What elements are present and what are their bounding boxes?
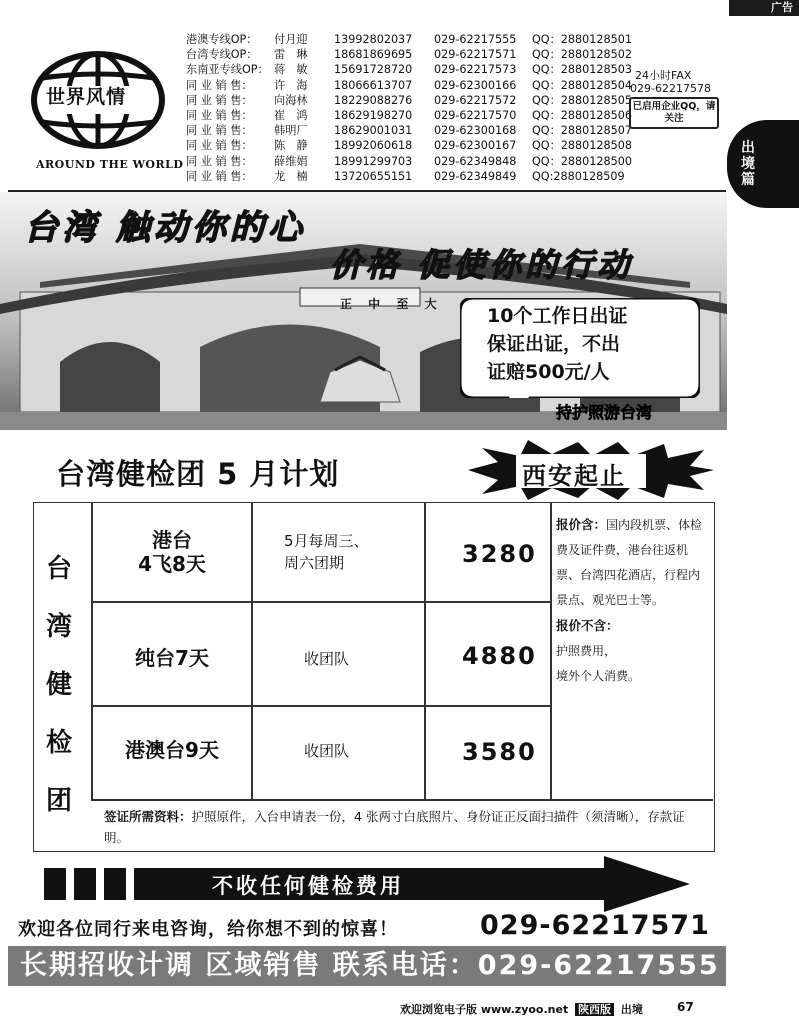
contact-row: [186, 78, 632, 93]
contact-list: [186, 32, 632, 184]
contact-tel: 029-62300167: [434, 139, 517, 153]
contact-qq: QQ:2880128509: [532, 169, 625, 183]
recruit-bar: 长期招收计调 区域销售 联系电话：029-62217555: [8, 946, 726, 986]
contact-name: 付月迎: [274, 33, 308, 46]
headline-primary: 台湾 触动你的心: [24, 208, 306, 248]
contact-mobile: 18629001031: [334, 124, 413, 138]
contact-role: 同 业 销 售：: [186, 154, 253, 168]
tour-price: 4880: [462, 642, 537, 670]
contact-role: 同 业 销 售：: [186, 78, 253, 92]
excludes-label: 报价不含：: [556, 618, 619, 633]
contact-tel: 029-62349848: [434, 154, 517, 168]
tour-schedule: 收团队: [304, 742, 350, 760]
agency-header: [8, 20, 726, 192]
contact-name: 龙 楠: [274, 169, 308, 183]
contact-tel: 029-62217572: [434, 93, 517, 107]
contact-qq: QQ：2880128502: [532, 48, 632, 62]
departure-city: 西安起止: [522, 462, 626, 490]
contact-role: 港澳专线OP：: [186, 33, 258, 46]
contact-row: [186, 93, 632, 108]
contact-name: 薛维娟: [274, 154, 308, 168]
tour-schedule: 5月每周三、 周六团期: [284, 532, 369, 572]
contact-tel: 029-62217555: [434, 33, 517, 46]
contact-role: 同 业 销 售：: [186, 124, 253, 138]
includes-label: 报价含：: [556, 517, 607, 532]
includes-text: 国内段机票、体检费及证件费，港台往返机票、台湾四花酒店，行程内景点、观光巴士等。: [556, 518, 703, 607]
logo-english: AROUND THE WORLD: [36, 158, 184, 171]
logo-name: 世界风情: [46, 86, 127, 108]
contact-name: 陈 静: [274, 139, 308, 153]
contact-tel: 029-62300166: [434, 78, 517, 92]
contact-role: 同 业 销 售：: [186, 109, 253, 123]
contact-name: 蒋 敏: [274, 63, 308, 77]
contact-mobile: 18629198270: [334, 109, 413, 123]
consult-phone: 029-62217571: [480, 910, 710, 941]
contact-row: [186, 62, 632, 77]
tour-route: 纯台7天: [135, 646, 209, 670]
tour-schedule: 收团队: [304, 650, 350, 668]
contact-row: [186, 169, 632, 184]
visa-text: 护照原件，入台申请表一份，4 张两寸白底照片、身份证正反面扫描件（须清晰），存款证明。: [104, 809, 685, 845]
contact-role: 台湾专线OP：: [186, 48, 258, 62]
tour-price: 3280: [462, 540, 537, 568]
section-tab: 出境篇: [727, 120, 799, 208]
plan-title: 台湾健检团 5 月计划: [56, 457, 340, 491]
contact-tel: 029-62217573: [434, 63, 517, 77]
contact-name: 崔 鸿: [274, 109, 308, 123]
contact-qq: QQ：2880128504: [532, 78, 632, 92]
gate-plaque: 正 中 至 大: [340, 297, 443, 311]
passport-tagline: 持护照游台湾: [556, 403, 653, 422]
footer-section: 出境: [620, 1003, 643, 1016]
contact-row: [186, 138, 632, 153]
price-includes: [556, 512, 708, 689]
headline-secondary: 价格 促使你的行动: [330, 246, 634, 284]
contact-qq: QQ：2880128507: [532, 124, 632, 138]
contact-row: [186, 108, 632, 123]
contact-qq: QQ：2880128503: [532, 63, 632, 77]
tour-price: 3580: [462, 738, 537, 766]
visa-requirements: [104, 806, 704, 848]
no-fee-note: 不收任何健检费用: [212, 874, 404, 898]
category-label: 台湾健检团: [45, 554, 72, 816]
contact-row: [186, 154, 632, 169]
qq-note: 已启用企业QQ，请关注: [629, 97, 719, 129]
contact-tel: 029-62300168: [434, 124, 517, 138]
contact-mobile: 15691728720: [334, 63, 413, 77]
contact-tel: 029-62217570: [434, 109, 517, 123]
contact-mobile: 13992802037: [334, 33, 413, 46]
contact-row: [186, 32, 632, 47]
contact-role: 东南亚专线OP：: [186, 63, 269, 77]
contact-row: [186, 47, 632, 62]
contact-name: 韩明厂: [274, 124, 308, 138]
contact-mobile: 18681869695: [334, 48, 413, 62]
contact-qq: QQ：2880128505: [532, 93, 632, 107]
contact-role: 同 业 销 售：: [186, 139, 253, 153]
contact-name: 向海林: [274, 93, 308, 107]
page-number: 67: [677, 1000, 694, 1014]
excludes-item: 护照费用，: [556, 644, 617, 658]
guarantee-text: 10个工作日出证 保证出证，不出 证赔500元/人: [487, 305, 628, 383]
visa-label: 签证所需资料：: [104, 809, 192, 824]
contact-mobile: 18229088276: [334, 93, 413, 107]
edition-badge: 陕西版: [575, 1003, 614, 1016]
contact-tel: 029-62349849: [434, 169, 517, 183]
contact-tel: 029-62217571: [434, 48, 517, 62]
footer-browse: 欢迎浏览电子版 www.zyoo.net: [400, 1003, 569, 1016]
contact-qq: QQ：2880128501: [532, 33, 632, 46]
welcome-text: 欢迎各位同行来电咨询，给你想不到的惊喜！: [18, 919, 398, 940]
contact-mobile: 18066613707: [334, 78, 413, 92]
excludes-item: 境外个人消费。: [556, 669, 641, 683]
ad-tag: 广告: [729, 0, 799, 16]
contact-role: 同 业 销 售：: [186, 93, 253, 107]
contact-mobile: 18992060618: [334, 139, 413, 153]
fax-number: 029-62217578: [630, 82, 711, 95]
contact-qq: QQ：2880128500: [532, 154, 632, 168]
contact-row: [186, 123, 632, 138]
contact-role: 同 业 销 售：: [186, 169, 253, 183]
fax-label: 24小时FAX: [635, 69, 692, 82]
contact-name: 雷 琳: [274, 48, 308, 62]
contact-mobile: 18991299703: [334, 154, 413, 168]
tour-route: 港澳台9天: [125, 738, 219, 762]
page-footer: [400, 1001, 643, 1017]
contact-qq: QQ：2880128508: [532, 139, 632, 153]
contact-mobile: 13720655151: [334, 169, 413, 183]
tour-route: 港台 4飞8天: [138, 528, 206, 576]
contact-name: 许 海: [274, 78, 308, 92]
contact-qq: QQ：2880128506: [532, 109, 632, 123]
